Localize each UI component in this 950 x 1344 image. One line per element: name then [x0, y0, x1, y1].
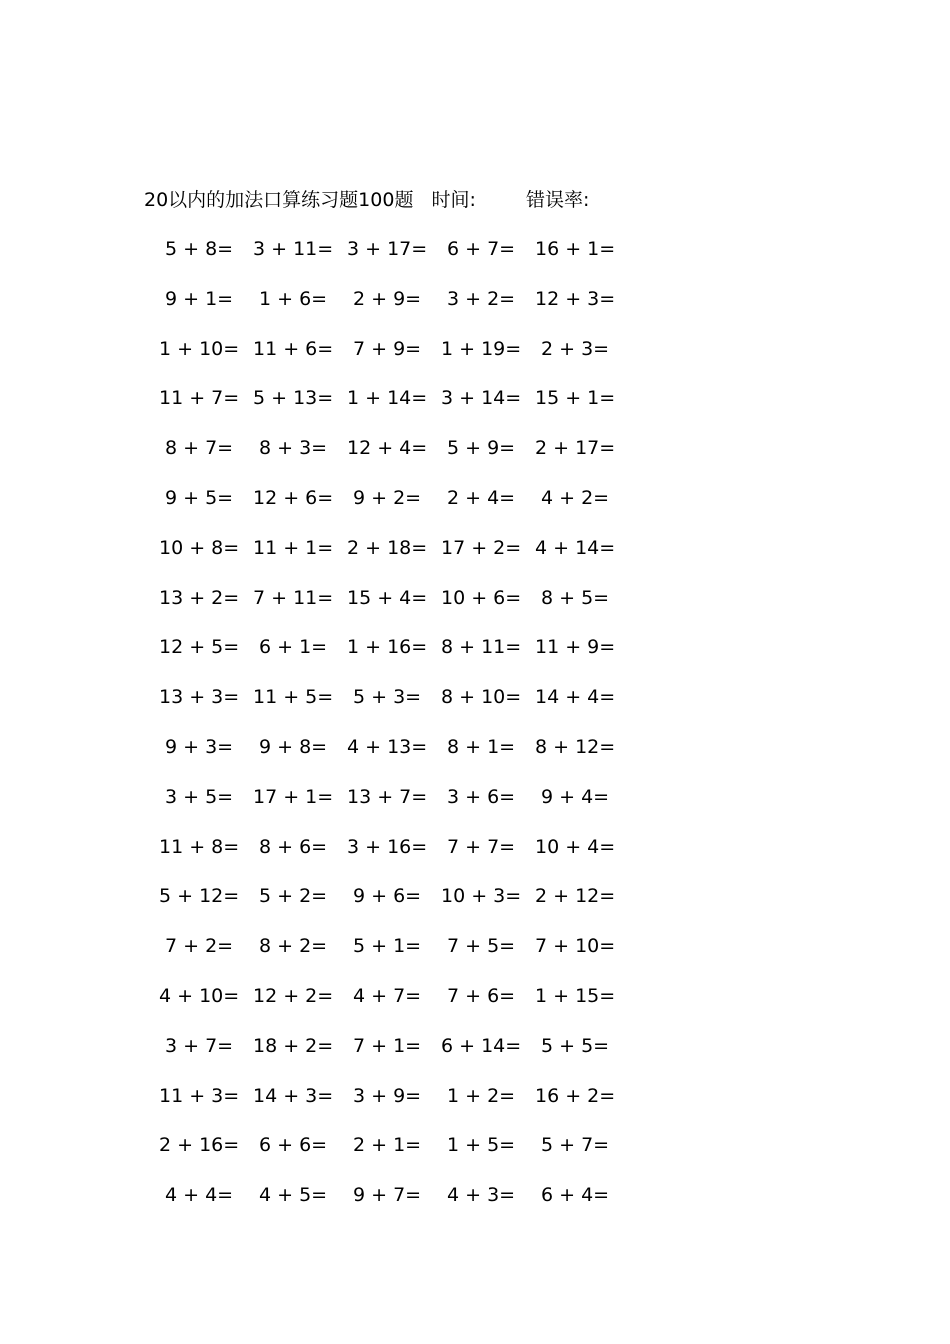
problem-item: 14 + 3= [253, 1085, 334, 1107]
problem-item: 7 + 1= [353, 1035, 422, 1057]
problem-item: 7 + 10= [535, 935, 616, 957]
problem-item: 4 + 3= [447, 1184, 516, 1206]
problem-item: 2 + 12= [535, 885, 616, 907]
problem-item: 8 + 6= [259, 836, 328, 858]
problem-item: 2 + 9= [353, 288, 422, 310]
problem-item: 6 + 7= [447, 238, 516, 260]
problem-item: 7 + 11= [253, 587, 334, 609]
problem-item: 11 + 7= [159, 387, 240, 409]
problem-item: 13 + 3= [159, 686, 240, 708]
problem-item: 3 + 6= [447, 786, 516, 808]
problem-item: 2 + 3= [541, 338, 610, 360]
problem-item: 1 + 6= [259, 288, 328, 310]
problem-item: 11 + 3= [159, 1085, 240, 1107]
problem-item: 9 + 7= [353, 1184, 422, 1206]
time-label: 时间: [431, 189, 476, 211]
problem-item: 3 + 5= [165, 786, 234, 808]
problem-item: 12 + 2= [253, 985, 334, 1007]
problem-item: 5 + 2= [259, 885, 328, 907]
problem-item: 10 + 8= [159, 537, 240, 559]
problem-item: 3 + 11= [253, 238, 334, 260]
problem-item: 11 + 8= [159, 836, 240, 858]
problem-item: 3 + 16= [347, 836, 428, 858]
problem-item: 7 + 9= [353, 338, 422, 360]
problem-item: 12 + 6= [253, 487, 334, 509]
problem-item: 16 + 1= [535, 238, 616, 260]
problem-item: 2 + 16= [159, 1134, 240, 1156]
problem-item: 14 + 4= [535, 686, 616, 708]
problem-item: 12 + 5= [159, 636, 240, 658]
error-rate-label: 错误率: [525, 189, 590, 211]
problem-item: 3 + 9= [353, 1085, 422, 1107]
problem-item: 9 + 6= [353, 885, 422, 907]
problem-item: 2 + 4= [447, 487, 516, 509]
problem-item: 18 + 2= [253, 1035, 334, 1057]
problem-item: 5 + 7= [541, 1134, 610, 1156]
problem-item: 2 + 17= [535, 437, 616, 459]
worksheet-title: 20以内的加法口算练习题100题 [144, 189, 414, 211]
problem-item: 8 + 10= [441, 686, 522, 708]
problem-item: 2 + 1= [353, 1134, 422, 1156]
problem-item: 10 + 3= [441, 885, 522, 907]
problem-item: 9 + 1= [165, 288, 234, 310]
problem-item: 8 + 3= [259, 437, 328, 459]
problem-item: 10 + 6= [441, 587, 522, 609]
problem-item: 9 + 4= [541, 786, 610, 808]
problem-item: 5 + 5= [541, 1035, 610, 1057]
problem-item: 4 + 14= [535, 537, 616, 559]
problem-item: 11 + 9= [535, 636, 616, 658]
problem-item: 17 + 2= [441, 537, 522, 559]
problem-item: 13 + 7= [347, 786, 428, 808]
problem-item: 3 + 14= [441, 387, 522, 409]
problem-item: 3 + 7= [165, 1035, 234, 1057]
problem-item: 15 + 1= [535, 387, 616, 409]
problem-item: 5 + 12= [159, 885, 240, 907]
problem-item: 13 + 2= [159, 587, 240, 609]
problem-item: 5 + 13= [253, 387, 334, 409]
problem-item: 8 + 11= [441, 636, 522, 658]
problem-item: 1 + 14= [347, 387, 428, 409]
problem-item: 9 + 2= [353, 487, 422, 509]
problem-item: 9 + 8= [259, 736, 328, 758]
problem-item: 8 + 1= [447, 736, 516, 758]
problem-item: 17 + 1= [253, 786, 334, 808]
problem-item: 5 + 9= [447, 437, 516, 459]
problem-item: 1 + 5= [447, 1134, 516, 1156]
problem-item: 4 + 5= [259, 1184, 328, 1206]
problem-item: 12 + 4= [347, 437, 428, 459]
problem-item: 15 + 4= [347, 587, 428, 609]
problem-item: 9 + 5= [165, 487, 234, 509]
problem-item: 8 + 12= [535, 736, 616, 758]
problem-item: 11 + 1= [253, 537, 334, 559]
problem-item: 3 + 17= [347, 238, 428, 260]
problem-item: 11 + 6= [253, 338, 334, 360]
problem-item: 6 + 14= [441, 1035, 522, 1057]
problem-item: 8 + 5= [541, 587, 610, 609]
problem-item: 5 + 3= [353, 686, 422, 708]
problem-item: 1 + 15= [535, 985, 616, 1007]
problem-item: 4 + 4= [165, 1184, 234, 1206]
problem-item: 3 + 2= [447, 288, 516, 310]
problem-item: 6 + 1= [259, 636, 328, 658]
problem-item: 6 + 4= [541, 1184, 610, 1206]
problem-item: 9 + 3= [165, 736, 234, 758]
problem-item: 4 + 10= [159, 985, 240, 1007]
problem-item: 7 + 7= [447, 836, 516, 858]
problem-item: 1 + 10= [159, 338, 240, 360]
problem-item: 12 + 3= [535, 288, 616, 310]
problem-item: 5 + 8= [165, 238, 234, 260]
problem-item: 7 + 5= [447, 935, 516, 957]
problem-item: 6 + 6= [259, 1134, 328, 1156]
problem-item: 1 + 2= [447, 1085, 516, 1107]
problem-item: 8 + 2= [259, 935, 328, 957]
problem-item: 4 + 2= [541, 487, 610, 509]
problem-item: 16 + 2= [535, 1085, 616, 1107]
problem-item: 1 + 19= [441, 338, 522, 360]
problem-item: 8 + 7= [165, 437, 234, 459]
problem-item: 4 + 13= [347, 736, 428, 758]
problem-item: 7 + 2= [165, 935, 234, 957]
problem-item: 2 + 18= [347, 537, 428, 559]
problem-item: 11 + 5= [253, 686, 334, 708]
problem-item: 1 + 16= [347, 636, 428, 658]
problem-item: 5 + 1= [353, 935, 422, 957]
problem-item: 10 + 4= [535, 836, 616, 858]
problem-item: 7 + 6= [447, 985, 516, 1007]
problem-item: 4 + 7= [353, 985, 422, 1007]
